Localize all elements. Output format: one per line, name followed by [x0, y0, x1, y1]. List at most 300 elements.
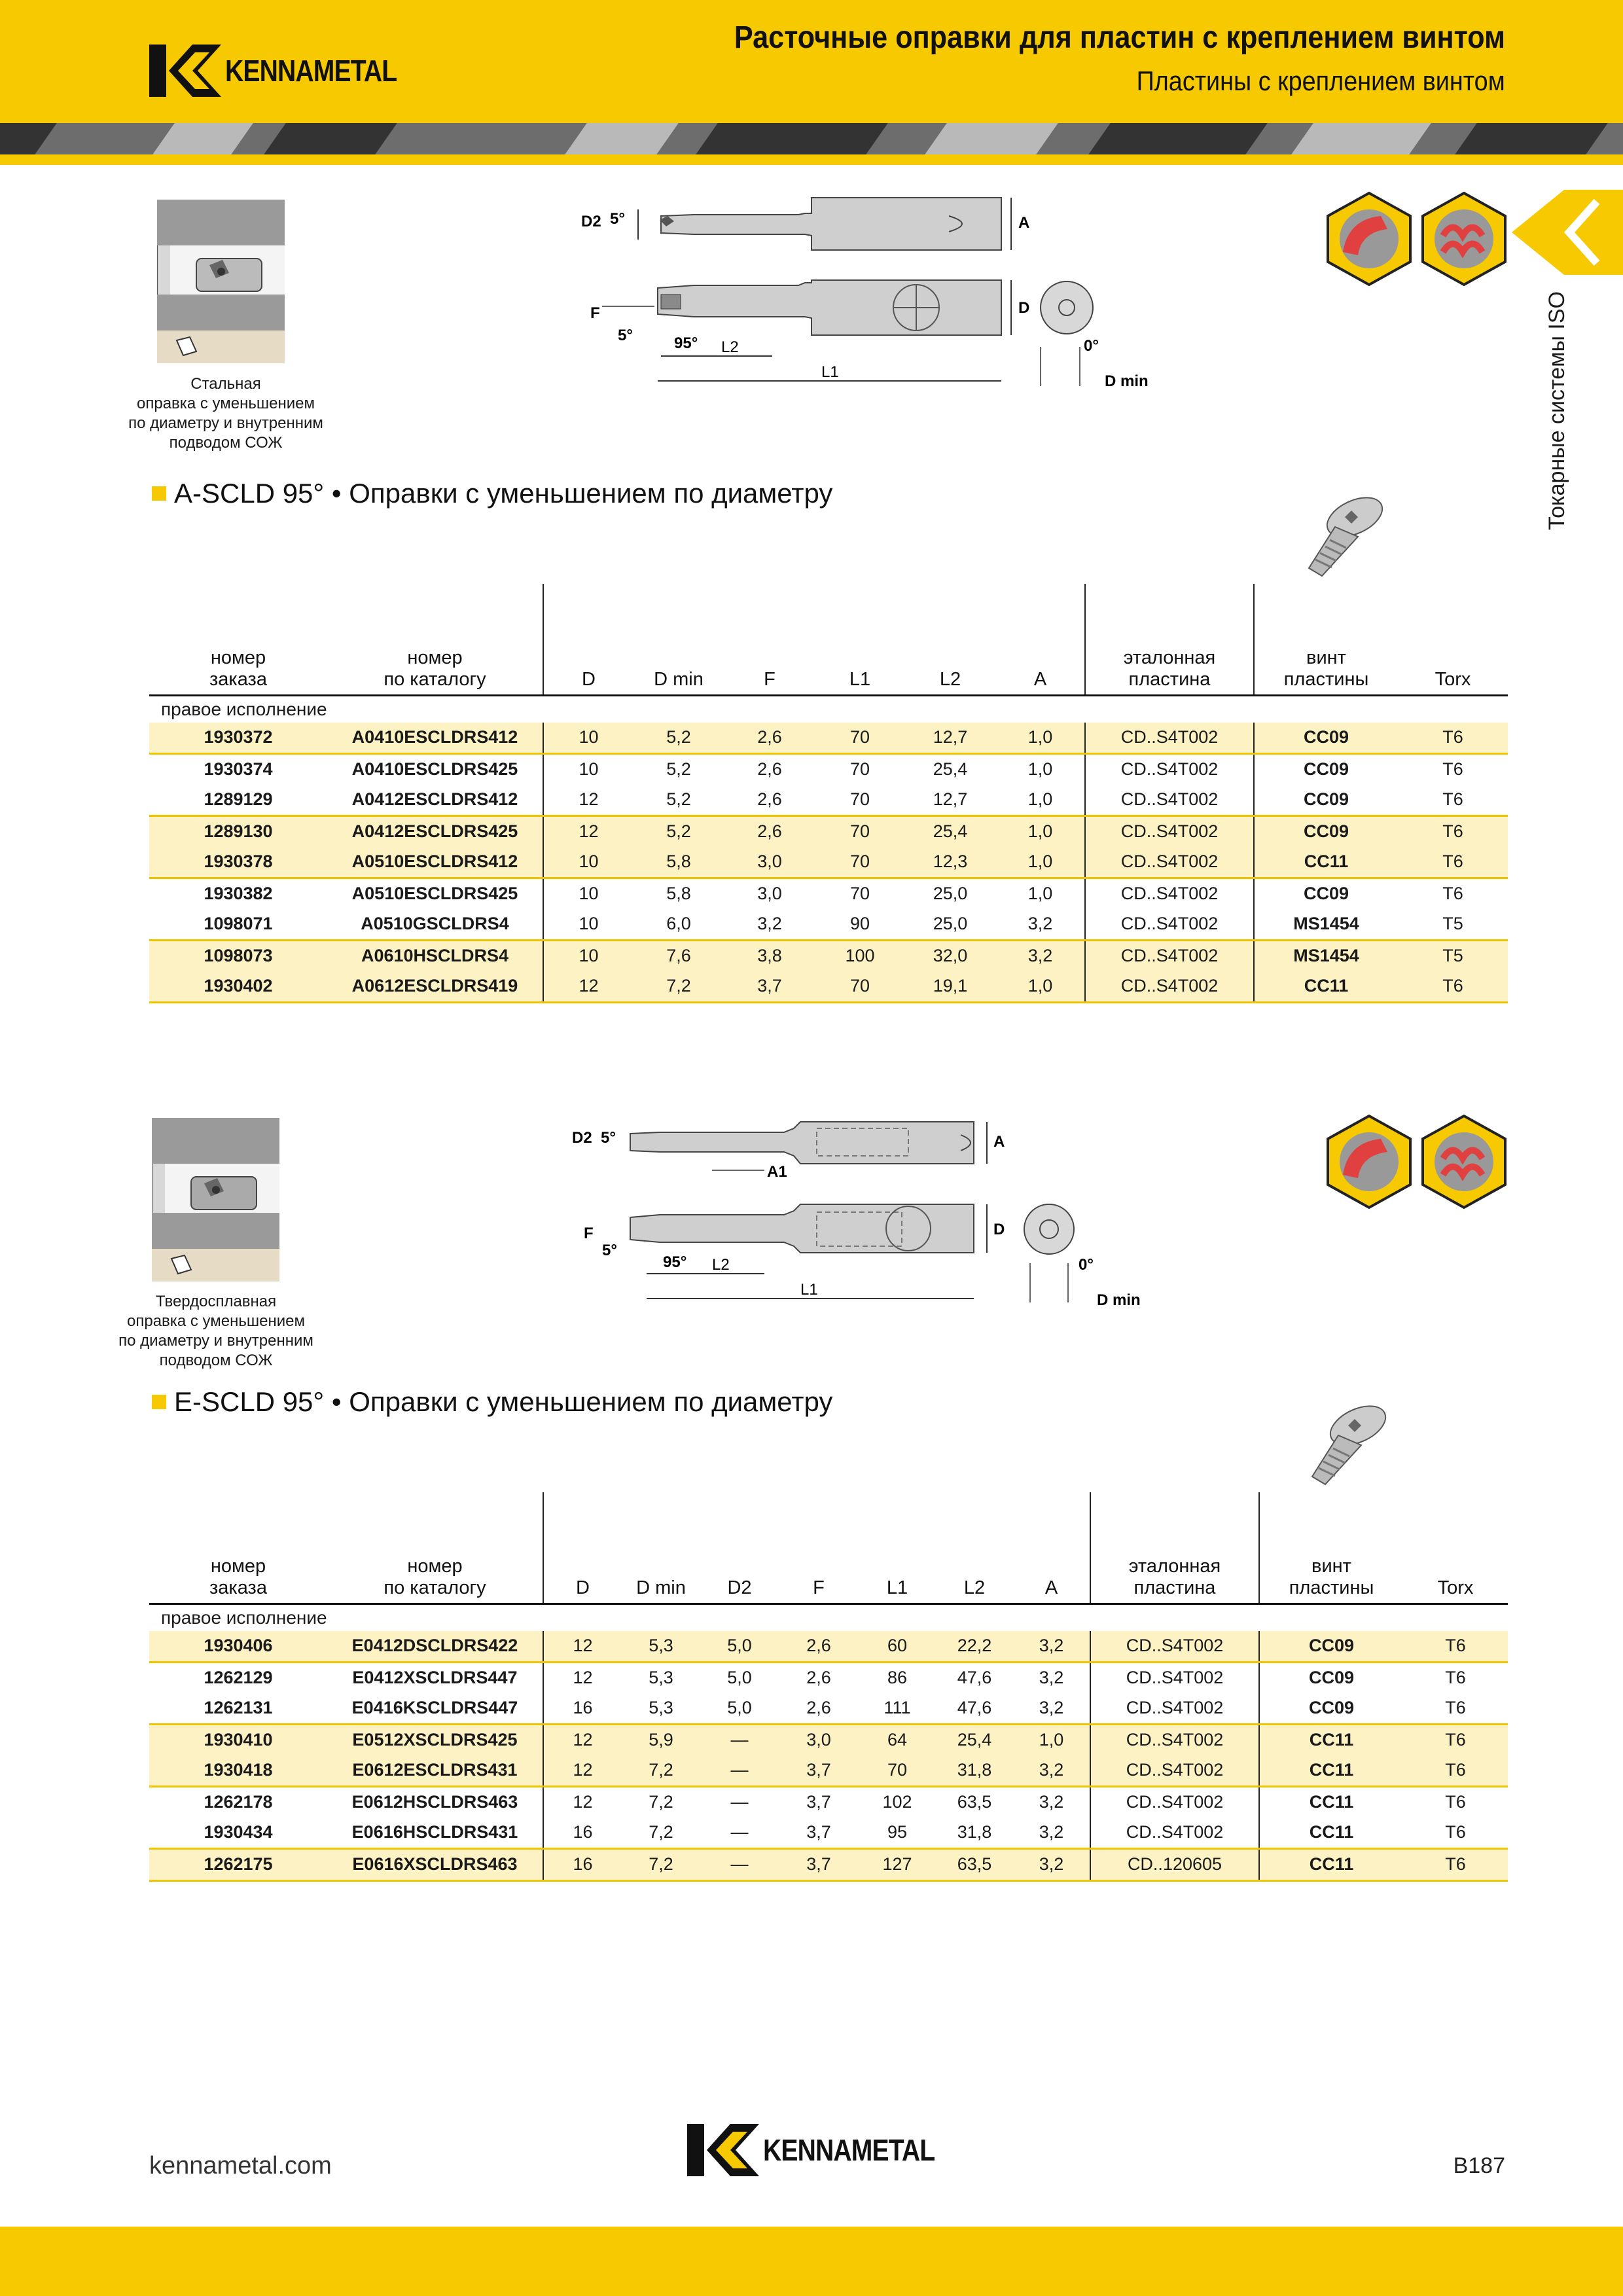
table-cell: CD..S4T002	[1090, 1662, 1259, 1693]
table-cell: E0616XSCLDRS463	[327, 1848, 543, 1880]
table-cell: 5,3	[649, 1668, 673, 1687]
dim-a1-label: A1	[767, 1163, 787, 1181]
dim-l1-label: L1	[821, 363, 839, 381]
table-row	[149, 816, 1508, 847]
table-cell: 1098071	[149, 909, 327, 941]
header-yellow-line	[0, 154, 1623, 165]
section-e-title-text: E-SCLD 95° • Оправки с уменьшением по диаметру	[174, 1386, 833, 1417]
table-cell: 31,8	[936, 1755, 1013, 1787]
table-cell: 2,6	[779, 1631, 859, 1662]
table-cell: CC09	[1254, 753, 1398, 785]
table-cell: 10	[543, 723, 633, 754]
col-dmin: D min	[654, 668, 704, 690]
group-label: правое исполнение	[161, 698, 327, 719]
boring-bar-drawing-e	[568, 1106, 1157, 1316]
table-cell: T6	[1403, 1693, 1508, 1725]
caption-line: по диаметру и внутренним	[128, 414, 323, 432]
table-cell: 7,2	[649, 1792, 673, 1812]
table-cell: 3,2	[996, 940, 1085, 971]
dim-l2-label: L2	[721, 338, 739, 356]
table-cell: T6	[1398, 816, 1508, 847]
table-cell: CC09	[1259, 1662, 1403, 1693]
table-row	[149, 1755, 1508, 1787]
table-cell: 1930374	[204, 759, 273, 779]
col-order: номер заказа	[209, 1555, 267, 1598]
table-cell: 3,7	[779, 1818, 859, 1849]
dim-d2-label: D2	[581, 213, 601, 230]
table-cell: 22,2	[936, 1631, 1013, 1662]
table-cell: CC11	[1259, 1786, 1403, 1818]
table-cell: 47,6	[957, 1668, 992, 1687]
table-cell: 10	[543, 909, 633, 941]
table-cell: 3,2	[1039, 1668, 1064, 1687]
caption-line: подводом СОЖ	[159, 1352, 273, 1369]
table-cell: 70	[815, 723, 904, 754]
caption-line: Стальная	[190, 375, 261, 393]
table-row	[149, 878, 1508, 909]
table-cell: 3,2	[996, 909, 1085, 941]
table-cell: 10	[543, 878, 633, 909]
steel-bar-caption	[105, 374, 347, 453]
page-number: B187	[1453, 2153, 1505, 2178]
col-insert: эталонная пластина	[1090, 1492, 1259, 1604]
table-cell: A0510ESCLDRS412	[327, 847, 543, 878]
table-cell: 2,6	[724, 816, 815, 847]
table-cell: T6	[1398, 847, 1508, 878]
table-cell: A0610HSCLDRS4	[327, 940, 543, 971]
dim-d-label: D	[1018, 299, 1030, 317]
table-cell: 25,0	[904, 909, 996, 941]
table-cell: 25,4	[904, 816, 996, 847]
table-cell: 3,7	[806, 1792, 831, 1812]
dim-l2-label: L2	[712, 1256, 730, 1274]
table-cell: 10	[543, 940, 633, 971]
screw-icon	[1289, 491, 1387, 583]
table-cell: CD..S4T002	[1085, 753, 1254, 785]
table-cell: 3,0	[724, 847, 815, 878]
table-cell: 1930402	[149, 971, 327, 1003]
table-cell: 102	[882, 1792, 912, 1812]
section-a-title	[152, 478, 832, 509]
dim-f-label: F	[590, 304, 600, 322]
table-cell: 1930372	[149, 723, 327, 754]
table-cell: 90	[815, 909, 904, 941]
yellow-square-icon	[152, 1395, 166, 1409]
table-cell: 3,8	[724, 940, 815, 971]
table-cell: T6	[1445, 1792, 1466, 1812]
col-torx: Torx	[1437, 1577, 1474, 1598]
table-cell: 5,2	[633, 785, 724, 816]
table-row	[149, 1818, 1508, 1849]
table-cell: A0510ESCLDRS425	[351, 884, 518, 903]
table-cell: 1930382	[204, 884, 273, 903]
table-cell: CC11	[1259, 1848, 1403, 1880]
table-cell: 5,3	[622, 1693, 700, 1725]
table-cell: 2,6	[724, 723, 815, 754]
col-d: D	[543, 1492, 622, 1604]
table-cell: 7,2	[633, 971, 724, 1003]
table-cell: 2,6	[724, 785, 815, 816]
table-cell: 1930434	[149, 1818, 327, 1849]
dim-angle95-label: 95°	[663, 1253, 687, 1271]
table-row	[149, 1724, 1508, 1755]
boring-coolant-icon	[1328, 193, 1410, 285]
table-cell: CC09	[1254, 785, 1398, 816]
dim-d2-label: D2	[572, 1129, 592, 1147]
col-f: F	[813, 1577, 825, 1598]
table-a-scld	[149, 584, 1508, 1003]
table-cell: T6	[1403, 1848, 1508, 1880]
table-row	[149, 785, 1508, 816]
dim-zero-label: 0°	[1084, 337, 1099, 355]
table-row	[149, 723, 1508, 754]
table-row	[149, 1631, 1508, 1662]
col-l1: L1	[849, 668, 871, 690]
table-cell: 3,2	[1013, 1693, 1090, 1725]
table-cell: A0412ESCLDRS412	[327, 785, 543, 816]
table-cell: 70	[815, 971, 904, 1003]
table-cell: A0412ESCLDRS425	[327, 816, 543, 847]
footer-url[interactable]: kennametal.com	[149, 2152, 332, 2179]
side-tab	[1544, 291, 1584, 530]
table-cell: E0416KSCLDRS447	[327, 1693, 543, 1725]
table-cell: CD..S4T002	[1090, 1786, 1259, 1818]
table-cell: E0512XSCLDRS425	[327, 1724, 543, 1755]
table-cell: 1262178	[204, 1792, 273, 1812]
table-cell: 1262175	[149, 1848, 327, 1880]
table-cell: CD..S4T002	[1085, 971, 1254, 1003]
table-cell: 25,0	[933, 884, 968, 903]
table-cell: 2,6	[779, 1693, 859, 1725]
table-cell: 12	[543, 1786, 622, 1818]
table-cell: 64	[859, 1724, 936, 1755]
table-cell: T6	[1403, 1818, 1508, 1849]
table-cell: 3,2	[1013, 1755, 1090, 1787]
brand-name: KENNAMETAL	[225, 54, 397, 88]
col-screw: винт пластины	[1259, 1492, 1403, 1604]
table-cell: 95	[859, 1818, 936, 1849]
table-cell: 47,6	[936, 1693, 1013, 1725]
table-cell: A0410ESCLDRS425	[351, 759, 518, 779]
table-cell: 1930378	[149, 847, 327, 878]
table-cell: 1,0	[996, 785, 1085, 816]
table-cell: 12	[543, 1631, 622, 1662]
screw-icon	[1293, 1399, 1391, 1491]
table-cell: 7,2	[622, 1848, 700, 1880]
table-cell: 5,0	[700, 1631, 779, 1662]
table-cell: —	[700, 1818, 779, 1849]
col-dmin: D min	[636, 1577, 686, 1598]
footer-logo	[687, 2124, 965, 2176]
table-cell: 1930410	[149, 1724, 327, 1755]
col-d: D	[543, 584, 633, 695]
table-row	[149, 1786, 1508, 1818]
table-row	[149, 753, 1508, 785]
table-cell: 1,0	[1013, 1724, 1090, 1755]
thread-coolant-icon	[1423, 193, 1505, 285]
table-cell: T6	[1403, 1631, 1508, 1662]
table-cell: 2,6	[806, 1668, 831, 1687]
table-cell: CD..S4T002	[1085, 940, 1254, 971]
table-cell: 70	[849, 759, 870, 779]
table-cell: 1262129	[204, 1668, 273, 1687]
table-cell: 3,2	[1013, 1818, 1090, 1849]
carbide-bar-caption	[95, 1292, 337, 1371]
table-cell: E0616HSCLDRS431	[327, 1818, 543, 1849]
table-cell: CC09	[1259, 1631, 1403, 1662]
table-cell: 12,3	[904, 847, 996, 878]
carbide-bar-cutaway-image	[152, 1118, 279, 1282]
table-cell: 12	[543, 785, 633, 816]
table-cell: CD..S4T002	[1085, 878, 1254, 909]
col-torx: Torx	[1435, 668, 1471, 690]
dim-a-label: A	[993, 1133, 1005, 1151]
table-cell: 3,2	[1013, 1631, 1090, 1662]
table-cell: 3,7	[779, 1755, 859, 1787]
table-cell: 25,4	[936, 1724, 1013, 1755]
table-cell: 6,0	[633, 909, 724, 941]
table-header-row	[149, 584, 1508, 695]
table-cell: 70	[849, 884, 870, 903]
table-cell: T6	[1403, 1755, 1508, 1787]
boring-coolant-icon	[1328, 1116, 1410, 1208]
table-cell: CD..S4T002	[1085, 847, 1254, 878]
table-cell: CD..S4T002	[1085, 816, 1254, 847]
table-cell: 7,2	[622, 1818, 700, 1849]
side-tab-label: Токарные системы ISO	[1544, 291, 1569, 530]
yellow-square-icon	[152, 486, 166, 501]
col-l2: L2	[963, 1577, 986, 1598]
table-cell: 5,0	[700, 1693, 779, 1725]
table-cell: 5,3	[622, 1631, 700, 1662]
caption-line: подводом СОЖ	[169, 434, 283, 452]
table-cell: 1930418	[149, 1755, 327, 1787]
application-badges-a	[1322, 190, 1512, 288]
col-order: номер заказа	[209, 647, 267, 690]
table-cell: 12,7	[904, 723, 996, 754]
table-cell: 70	[859, 1755, 936, 1787]
col-l1: L1	[886, 1577, 908, 1598]
table-cell: 12	[543, 1724, 622, 1755]
table-cell: 63,5	[936, 1848, 1013, 1880]
table-cell: 5,2	[633, 723, 724, 754]
table-cell: 5,9	[622, 1724, 700, 1755]
table-cell: 10	[543, 847, 633, 878]
table-cell: —	[730, 1792, 749, 1812]
table-cell: 1289129	[149, 785, 327, 816]
caption-line: оправка с уменьшением	[127, 1312, 305, 1330]
table-cell: CD..S4T002	[1085, 723, 1254, 754]
table-cell: CC09	[1254, 816, 1398, 847]
table-cell: E0612HSCLDRS463	[351, 1792, 518, 1812]
table-group-row	[149, 695, 1508, 723]
col-d2: D2	[727, 1577, 752, 1598]
table-cell: CC11	[1259, 1755, 1403, 1787]
dim-angle5b-label: 5°	[602, 1242, 617, 1259]
section-a-title-text: A-SCLD 95° • Оправки с уменьшением по диаметру	[174, 478, 833, 509]
table-cell: CC09	[1254, 723, 1398, 754]
table-e-scld	[149, 1492, 1508, 1882]
table-cell: 100	[815, 940, 904, 971]
table-cell: 70	[815, 847, 904, 878]
dim-angle5b-label: 5°	[618, 327, 633, 344]
caption-line: Твердосплавная	[155, 1293, 277, 1310]
dim-f-label: F	[584, 1225, 594, 1242]
table-header-row	[149, 1492, 1508, 1604]
table-cell: CC09	[1259, 1693, 1403, 1725]
table-cell: A0410ESCLDRS412	[327, 723, 543, 754]
dim-angle5-label: 5°	[601, 1129, 616, 1147]
table-cell: 1930406	[149, 1631, 327, 1662]
table-cell: CC11	[1259, 1818, 1403, 1849]
footer-band	[0, 2227, 1623, 2296]
table-cell: 3,2	[1013, 1848, 1090, 1880]
page-title: Расточные оправки для пластин с креплением винтом	[734, 20, 1505, 55]
table-cell: 12	[543, 1662, 622, 1693]
table-cell: —	[700, 1755, 779, 1787]
table-cell: T6	[1398, 723, 1508, 754]
table-group-row	[149, 1604, 1508, 1631]
table-cell: 1,0	[996, 971, 1085, 1003]
dim-l1-label: L1	[800, 1281, 818, 1299]
table-cell: T6	[1442, 884, 1463, 903]
dim-d-label: D	[993, 1221, 1005, 1238]
table-cell: 3,7	[724, 971, 815, 1003]
table-cell: 111	[859, 1693, 936, 1725]
table-cell: CD..S4T002	[1090, 1693, 1259, 1725]
table-cell: 86	[887, 1668, 908, 1687]
dim-dmin-label: D min	[1097, 1291, 1141, 1309]
section-chevron-icon	[1512, 190, 1623, 275]
table-cell: 12,7	[904, 785, 996, 816]
section-e-title	[152, 1386, 832, 1418]
table-cell: 12	[543, 971, 633, 1003]
table-cell: A0612ESCLDRS419	[327, 971, 543, 1003]
table-cell: CD..120605	[1090, 1848, 1259, 1880]
table-cell: CD..S4T002	[1090, 1818, 1259, 1849]
dim-angle95-label: 95°	[674, 334, 698, 352]
table-cell: CC09	[1254, 878, 1398, 909]
table-cell: 1,0	[996, 723, 1085, 754]
table-cell: 1,0	[996, 847, 1085, 878]
table-cell: 1098073	[149, 940, 327, 971]
page-subtitle: Пластины с креплением винтом	[1136, 65, 1505, 96]
table-cell: 3,0	[779, 1724, 859, 1755]
table-cell: CD..S4T002	[1085, 785, 1254, 816]
col-catalog: номер по каталогу	[383, 1555, 486, 1598]
table-cell: 32,0	[904, 940, 996, 971]
table-cell: 5,2	[666, 759, 691, 779]
kennametal-k-icon	[687, 2124, 759, 2176]
table-cell: 31,8	[936, 1818, 1013, 1849]
table-cell: 1,0	[1027, 759, 1053, 779]
table-cell: 12	[543, 816, 633, 847]
table-cell: T5	[1398, 909, 1508, 941]
table-cell: 60	[859, 1631, 936, 1662]
table-cell: 3,7	[779, 1848, 859, 1880]
table-cell: 2,6	[757, 759, 782, 779]
col-f: F	[764, 668, 776, 690]
table-cell: 3,2	[724, 909, 815, 941]
table-row	[149, 1693, 1508, 1725]
header-stripes	[0, 123, 1623, 154]
table-cell: 19,1	[904, 971, 996, 1003]
table-row	[149, 1848, 1508, 1880]
table-cell: 1,0	[1027, 884, 1053, 903]
col-insert: эталонная пластина	[1085, 584, 1254, 695]
table-cell: 1289130	[149, 816, 327, 847]
table-cell: 3,2	[1039, 1792, 1064, 1812]
steel-bar-cutaway-image	[157, 200, 285, 363]
table-cell: CD..S4T002	[1090, 1755, 1259, 1787]
dim-dmin-label: D min	[1105, 372, 1149, 390]
table-cell: 5,8	[633, 847, 724, 878]
table-cell: 7,6	[633, 940, 724, 971]
table-cell: 12	[543, 1755, 622, 1787]
table-cell: T6	[1442, 759, 1463, 779]
brand-name: KENNAMETAL	[763, 2133, 935, 2167]
caption-line: оправка с уменьшением	[137, 395, 315, 412]
table-cell: 70	[815, 816, 904, 847]
table-row	[149, 971, 1508, 1003]
table-cell: 5,2	[633, 816, 724, 847]
table-cell: CD..S4T002	[1090, 1724, 1259, 1755]
table-row	[149, 940, 1508, 971]
table-cell: T6	[1398, 785, 1508, 816]
table-cell: 127	[859, 1848, 936, 1880]
col-screw: винт пластины	[1254, 584, 1398, 695]
table-cell: 16	[543, 1818, 622, 1849]
table-cell: CC11	[1254, 971, 1398, 1003]
table-cell: 16	[543, 1848, 622, 1880]
table-cell: A0510GSCLDRS4	[327, 909, 543, 941]
table-cell: E0412XSCLDRS447	[352, 1668, 518, 1687]
table-cell: 1262131	[149, 1693, 327, 1725]
table-row	[149, 847, 1508, 878]
table-cell: CD..S4T002	[1085, 909, 1254, 941]
table-cell: 3,0	[757, 884, 782, 903]
table-cell: 5,0	[727, 1668, 752, 1687]
kennametal-k-icon	[149, 45, 221, 97]
col-catalog: номер по каталогу	[383, 647, 486, 690]
table-cell: —	[700, 1848, 779, 1880]
dim-zero-label: 0°	[1079, 1256, 1094, 1274]
col-a: A	[1044, 1577, 1058, 1598]
table-cell: 63,5	[957, 1792, 992, 1812]
table-cell: T6	[1403, 1724, 1508, 1755]
table-cell: 25,4	[933, 759, 968, 779]
table-cell: E0612ESCLDRS431	[327, 1755, 543, 1787]
table-cell: CD..S4T002	[1090, 1631, 1259, 1662]
dim-a-label: A	[1018, 214, 1030, 232]
brand-logo	[149, 45, 427, 97]
col-a: A	[1033, 668, 1047, 690]
table-cell: —	[700, 1724, 779, 1755]
table-cell: 5,8	[666, 884, 691, 903]
table-cell: E0412DSCLDRS422	[327, 1631, 543, 1662]
caption-line: по диаметру и внутренним	[118, 1332, 313, 1350]
table-cell: CC11	[1254, 847, 1398, 878]
application-badges-e	[1322, 1113, 1512, 1211]
group-label: правое исполнение	[161, 1607, 327, 1628]
table-cell: 70	[815, 785, 904, 816]
table-row	[149, 909, 1508, 941]
table-cell: T5	[1398, 940, 1508, 971]
col-l2: L2	[939, 668, 961, 690]
table-cell: 10	[543, 753, 633, 785]
table-cell: MS1454	[1254, 940, 1398, 971]
thread-coolant-icon	[1423, 1116, 1505, 1208]
